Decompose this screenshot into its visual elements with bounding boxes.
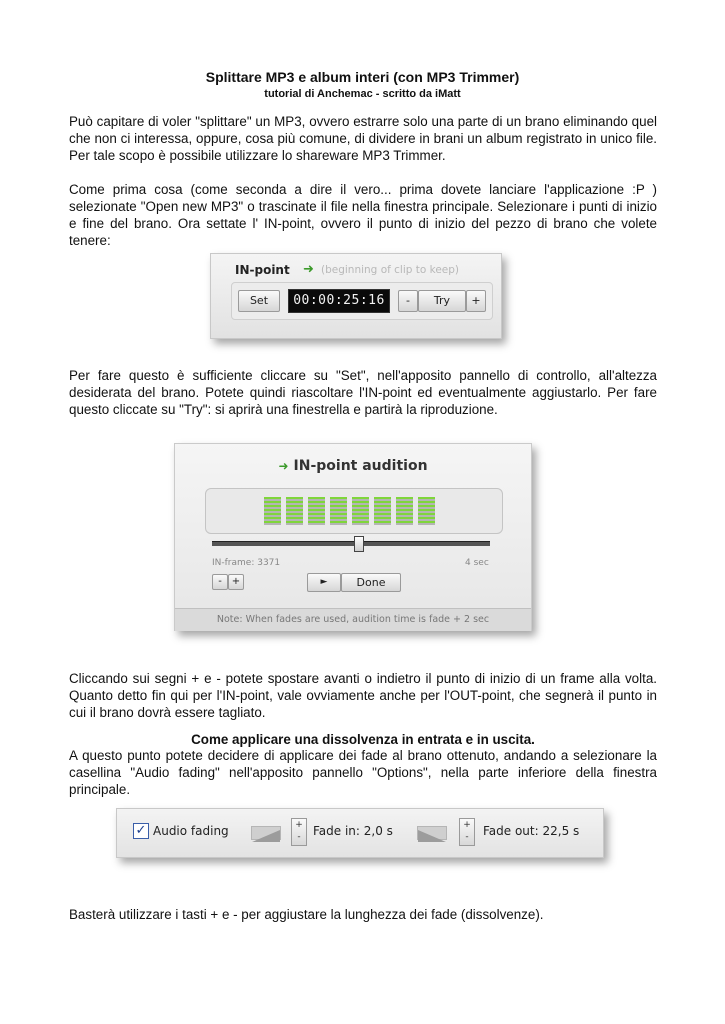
audition-title-row [175, 458, 531, 474]
paragraph-set-try: Per fare questo è sufficiente cliccare su "Set", nell'apposito pannello di controllo, all'altezza desiderata del brano. Potete quindi riascoltare l'IN-point ed eventualmente aggiustarlo. Per fare questo cliccate su "Try": si aprirà una finestrella e partirà la riproduzione. [69, 368, 657, 417]
meter-bar [264, 497, 281, 525]
meter-bar [352, 497, 369, 525]
document-title: Splittare MP3 e album interi (con MP3 Trimmer) [205, 69, 520, 85]
meter-bar [330, 497, 347, 525]
inpoint-controls [231, 282, 493, 320]
play-button[interactable]: ► [307, 573, 341, 592]
position-slider[interactable] [212, 541, 490, 546]
paragraph-frame-steps: Cliccando sui segni + e - potete spostare avanti o indietro il punto di inizio di un frame alla volta. Quanto detto fin qui per l'IN-point, vale ovviamente anche per l'OUT-point, che segnerà il punto in cui il brano dovrà essere tagliato. [69, 671, 657, 720]
done-button[interactable]: Done [341, 573, 401, 592]
fade-out-ramp-icon-shape [418, 830, 446, 842]
meter-bar [286, 497, 303, 525]
time-counter: 00:00:25:16 [288, 289, 390, 313]
audio-fading-checkbox[interactable]: ✓ [133, 823, 149, 839]
seconds-label: 4 sec [465, 558, 489, 568]
fade-out-stepper[interactable] [459, 818, 475, 846]
green-arrow-icon: ➜ [278, 459, 289, 473]
paragraph-adjust-fades: Basterà utilizzare i tasti + e - per aggiustare la lunghezza dei fade (dissolvenze). [69, 907, 544, 922]
meter-bar [418, 497, 435, 525]
inpoint-panel-screenshot [210, 253, 502, 339]
meter-bar [308, 497, 325, 525]
in-frame-label: IN-frame: 3371 [212, 558, 281, 568]
fade-in-label: Fade in: 2,0 s [313, 824, 393, 838]
minus-button[interactable]: - [398, 290, 418, 312]
meter-bar [374, 497, 391, 525]
plus-button[interactable]: + [466, 290, 486, 312]
document-subtitle: tutorial di Anchemac - scritto da iMatt [264, 88, 461, 100]
fade-in-ramp-icon-shape [252, 830, 280, 842]
frame-plus-button[interactable]: + [228, 574, 244, 590]
meter-bar [396, 497, 413, 525]
inpoint-label: IN-point [235, 263, 290, 277]
fade-in-minus[interactable]: - [297, 832, 301, 842]
audition-note: Note: When fades are used, audition time is fade + 2 sec [175, 608, 531, 631]
fade-out-ramp-icon [417, 826, 447, 840]
set-button[interactable]: Set [238, 290, 280, 312]
fade-in-plus[interactable]: + [295, 820, 303, 830]
fading-panel-screenshot [116, 808, 604, 858]
green-arrow-icon: ➜ [303, 262, 314, 277]
slider-handle[interactable] [354, 536, 364, 552]
audition-panel-screenshot [174, 443, 532, 631]
fade-out-label: Fade out: 22,5 s [483, 824, 580, 838]
fade-out-plus[interactable]: + [463, 820, 471, 830]
fade-in-stepper[interactable] [291, 818, 307, 846]
frame-minus-button[interactable]: - [212, 574, 228, 590]
fade-in-ramp-icon [251, 826, 281, 840]
paragraph-fading: A questo punto potete decidere di applicare dei fade al brano ottenuto, andando a selezionare la casellina "Audio fading" nell'apposito pannello "Options", nella parte inferiore della finestra principale. [69, 748, 657, 797]
paragraph-intro: Può capitare di voler "splittare" un MP3, ovvero estrarre solo una parte di un brano eliminando quel che non ci interessa, oppure, cosa più comune, di dividere in brani un album registrato in unico file. Per tale scopo è possibile utilizzare lo shareware MP3 Trimmer. [69, 114, 657, 163]
audio-fading-label: Audio fading [153, 824, 229, 838]
section-heading: Come applicare una dissolvenza in entrata e in uscita. [191, 732, 535, 747]
inpoint-hint: (beginning of clip to keep) [321, 264, 460, 276]
paragraph-open-file: Come prima cosa (come seconda a dire il vero... prima dovete lanciare l'applicazione :P ) selezionate "Open new MP3" o trascinate il file nella finestra principale. Selezionare i punti di inizio e fine del brano. Ora settate l' IN-point, ovvero il punto di inizio del pezzo di brano che volete tenere: [69, 182, 657, 248]
try-button[interactable]: Try [418, 290, 466, 312]
audition-title: IN-point audition [293, 458, 428, 474]
fade-out-minus[interactable]: - [465, 832, 469, 842]
level-meter [205, 488, 503, 534]
